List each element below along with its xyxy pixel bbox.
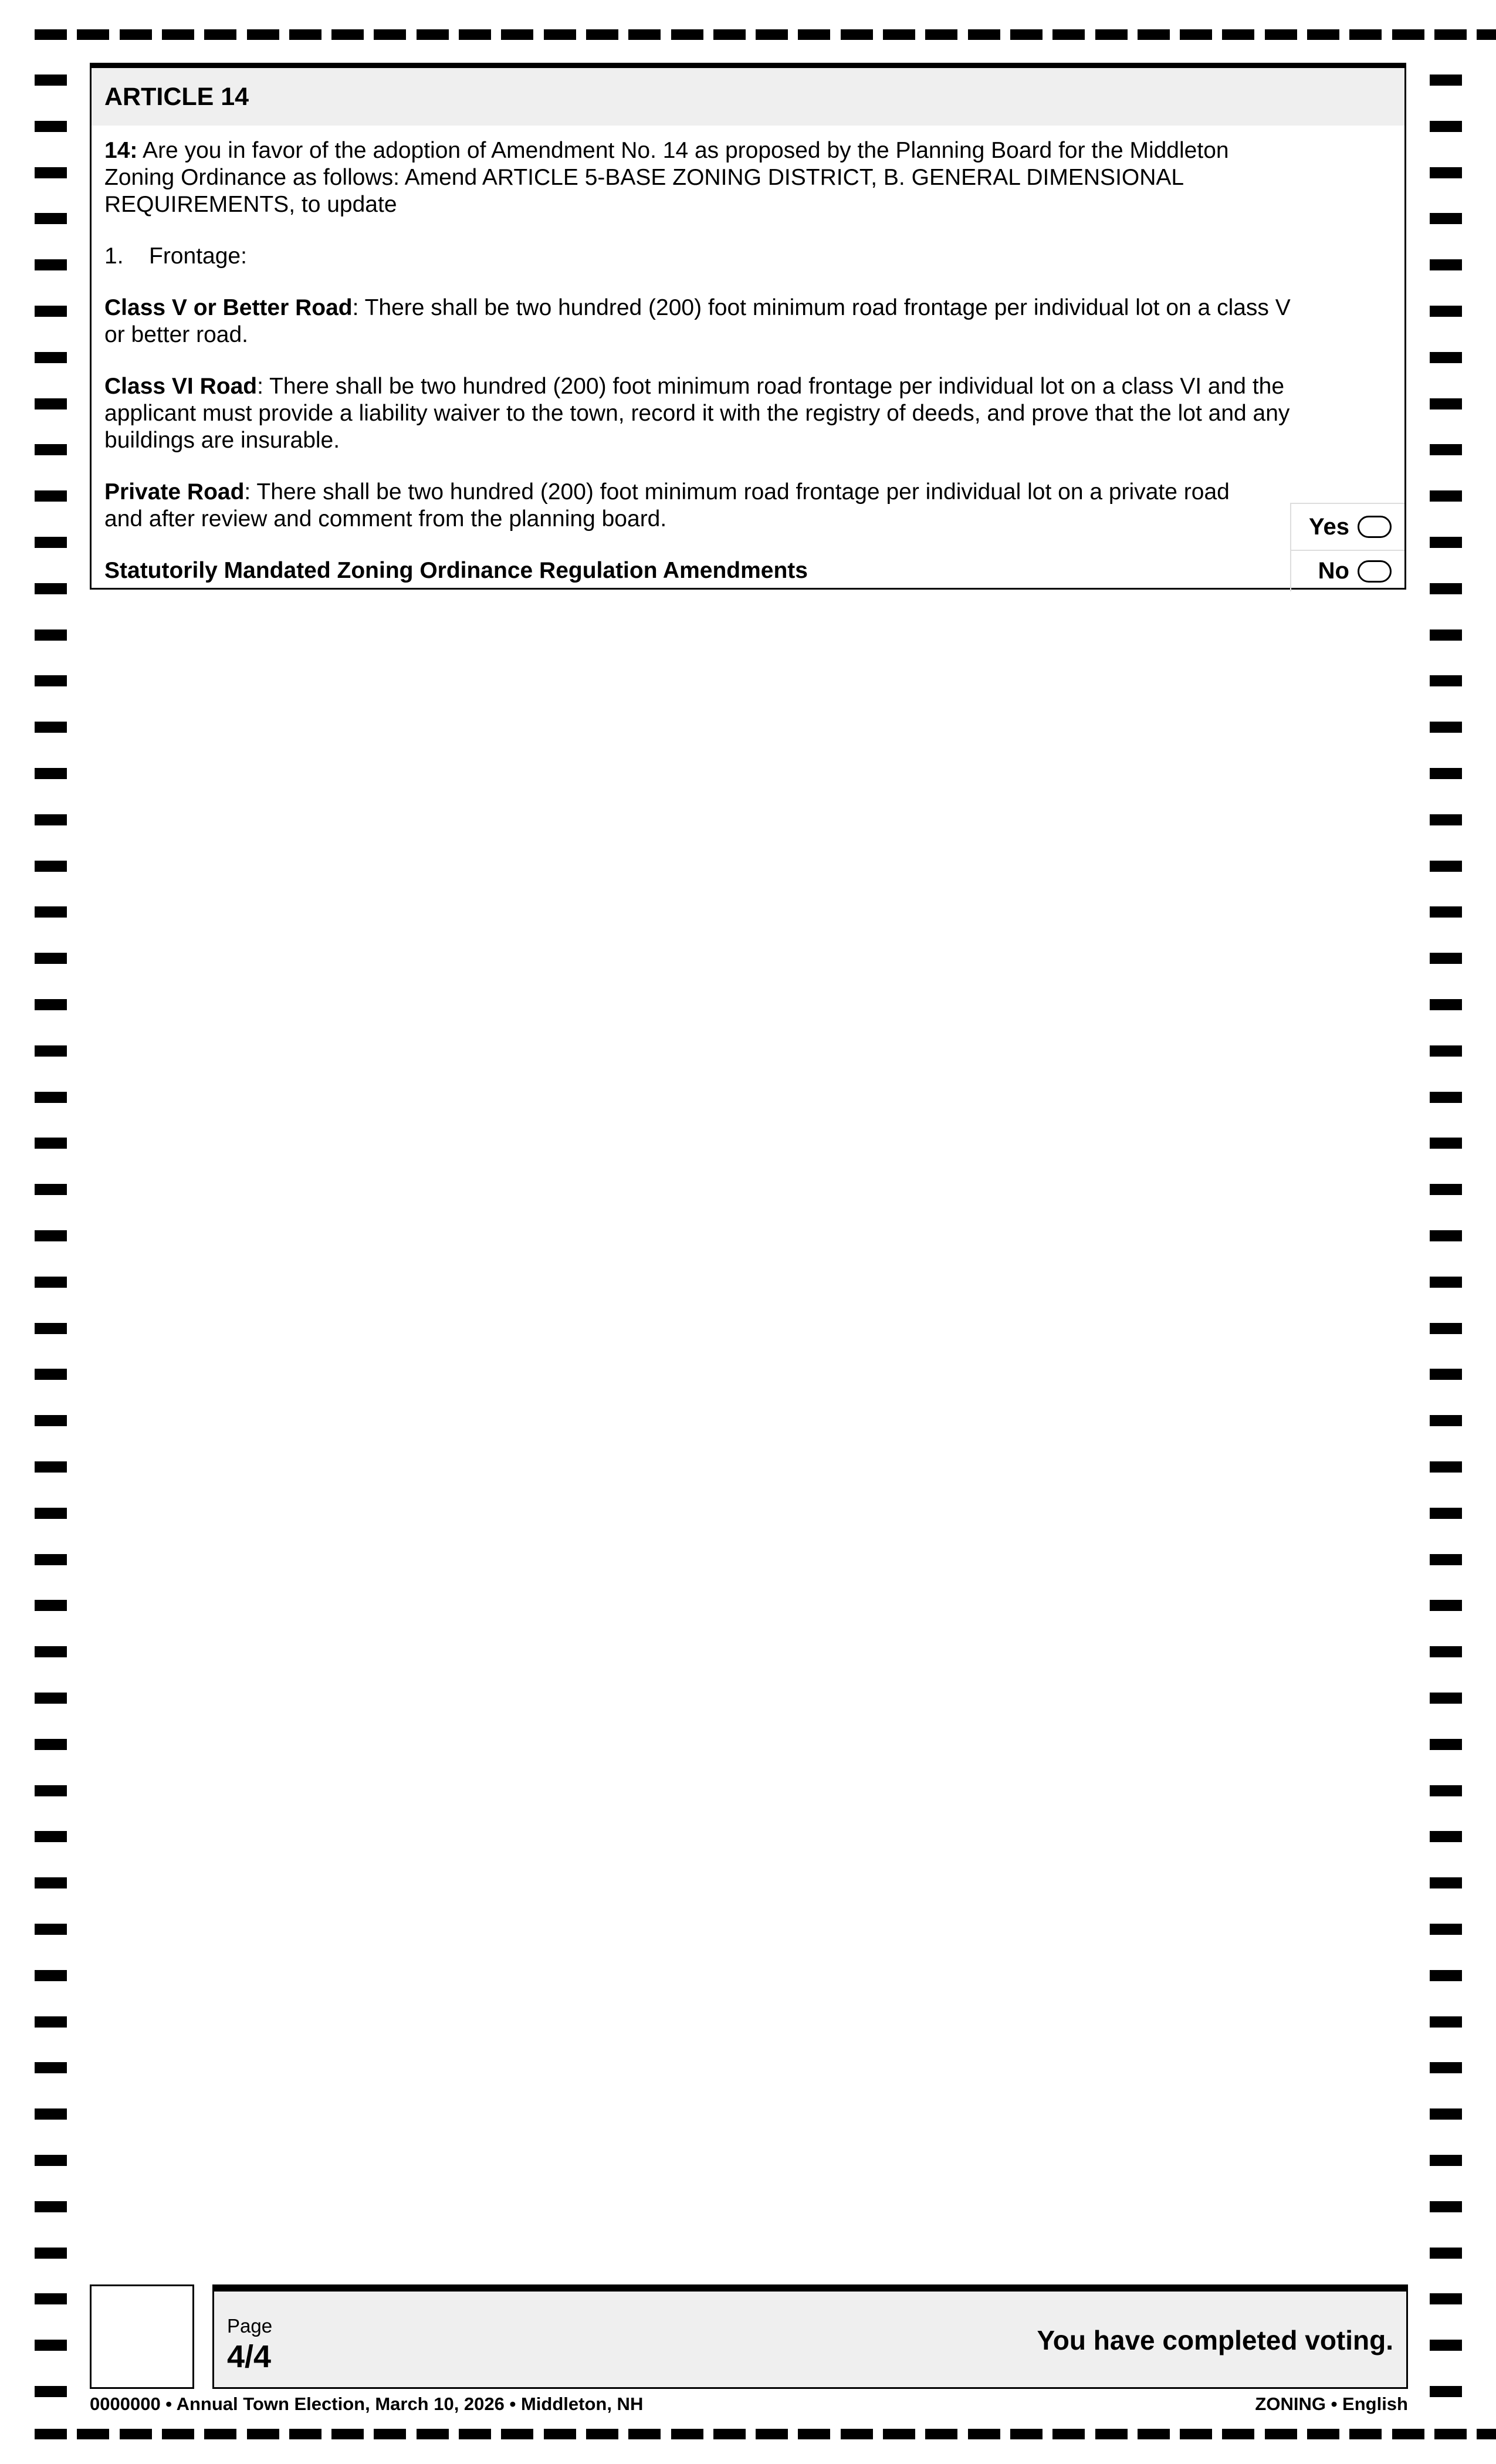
timing-mark [1430,1600,1462,1611]
timing-mark [1430,213,1462,224]
timing-mark [1222,29,1254,40]
timing-mark [1430,2062,1462,2073]
timing-mark [501,29,533,40]
timing-mark [247,2429,279,2439]
timing-mark [35,121,67,132]
timing-mark [1430,999,1462,1010]
timing-mark [1430,1970,1462,1981]
timing-mark [204,29,236,40]
timing-mark [289,29,321,40]
timing-mark [35,2293,67,2304]
timing-mark [1434,2429,1467,2439]
timing-mark [1430,490,1462,502]
timing-mark [1430,1693,1462,1704]
timing-mark [1430,75,1462,86]
timing-mark [162,29,194,40]
timing-mark [120,2429,152,2439]
timing-mark [1349,29,1382,40]
timing-mark [35,1415,67,1426]
timing-mark [1430,398,1462,409]
timing-mark [1430,1138,1462,1149]
list-item: Frontage: [149,243,247,269]
timing-mark [1430,814,1462,825]
timing-mark [35,814,67,825]
timing-mark [35,2062,67,2073]
timing-mark [35,722,67,733]
timing-mark [35,2016,67,2028]
timing-mark [35,2429,67,2439]
timing-mark [1430,2293,1462,2304]
timing-mark [1095,2429,1128,2439]
timing-mark [35,906,67,918]
timing-mark [1430,259,1462,270]
timing-mark [35,213,67,224]
timing-mark [1180,29,1212,40]
timing-mark [1430,444,1462,455]
timing-mark [35,1970,67,1981]
timing-mark [35,2201,67,2212]
bubble-oval-icon[interactable] [1358,516,1392,538]
timing-mark [247,29,279,40]
timing-mark [713,2429,746,2439]
timing-mark [35,2340,67,2351]
timing-mark [35,2108,67,2120]
timing-mark [35,490,67,502]
contest-article-14 [90,63,1406,590]
timing-mark [35,352,67,363]
section-label: Private Road [104,479,245,505]
timing-mark [204,2429,236,2439]
timing-mark [35,1924,67,1935]
timing-mark [1138,2429,1170,2439]
timing-mark [1430,1045,1462,1057]
timing-mark [1430,2201,1462,2212]
timing-mark [1349,2429,1382,2439]
timing-mark [1477,2429,1496,2439]
timing-mark [35,1092,67,1103]
timing-mark [35,1277,67,1288]
timing-mark [35,2155,67,2166]
timing-mark [1430,2386,1462,2397]
timing-mark [459,2429,491,2439]
option-yes[interactable] [1290,503,1404,550]
timing-mark [289,2429,321,2439]
timing-mark [1430,583,1462,594]
footer-note: Statutorily Mandated Zoning Ordinance Regulation Amendments [104,558,808,583]
timing-mark [1010,29,1043,40]
timing-mark [35,1138,67,1149]
timing-mark [1052,2429,1085,2439]
timing-mark [417,2429,449,2439]
timing-mark [1430,1554,1462,1565]
bubble-oval-icon[interactable] [1358,560,1392,583]
timing-mark [1434,29,1467,40]
timing-mark [35,999,67,1010]
timing-mark [1430,1230,1462,1241]
timing-mark [35,29,67,40]
timing-mark [1095,29,1128,40]
timing-mark [841,29,873,40]
timing-mark [35,1461,67,1473]
timing-mark [798,29,830,40]
page-label: Page [227,2315,273,2337]
timing-mark [1430,1461,1462,1473]
timing-mark [1430,2340,1462,2351]
list-number: 1. [104,243,124,269]
timing-mark [35,306,67,317]
timing-mark [756,29,788,40]
timing-mark [35,1323,67,1334]
timing-mark [35,444,67,455]
timing-mark [628,2429,661,2439]
timing-mark [1430,1184,1462,1195]
timing-mark [162,2429,194,2439]
timing-mark [586,2429,618,2439]
timing-mark [925,2429,957,2439]
timing-mark [35,1369,67,1380]
timing-mark [35,953,67,964]
timing-mark [501,2429,533,2439]
timing-mark [1477,29,1496,40]
timing-mark [1392,2429,1424,2439]
timing-mark [374,29,406,40]
timing-mark [35,1693,67,1704]
timing-mark [35,629,67,641]
section-text: : There shall be two hundred (200) foot minimum road frontage per individual lot on a private road and after review and comment from the planning board. [104,479,1230,532]
timing-mark [756,2429,788,2439]
timing-mark [35,1508,67,1519]
timing-mark [35,1646,67,1657]
timing-mark [35,537,67,548]
timing-mark [1430,2108,1462,2120]
option-no[interactable] [1290,550,1404,591]
section-text: : There shall be two hundred (200) foot minimum road frontage per individual lot on a class VI and the applicant must provide a liability waiver to the town, record it with the registry of deeds, and prove that the lot and any buildings are insurable. [104,374,1290,453]
ballot-info: 0000000 • Annual Town Election, March 10, 2026 • Middleton, NH [90,2394,644,2414]
timing-mark [35,861,67,872]
timing-mark [374,2429,406,2439]
timing-mark [1430,1646,1462,1657]
page-footer-panel [212,2284,1408,2389]
section-label: Class V or Better Road [104,295,353,320]
timing-mark [35,1877,67,1888]
timing-mark [841,2429,873,2439]
timing-mark [1222,2429,1254,2439]
timing-mark [1430,537,1462,548]
timing-mark [35,1785,67,1796]
question-text: Are you in favor of the adoption of Amendment No. 14 as proposed by the Planning Board for the Middleton Zoning Ordinance as follows: Amend ARTICLE 5-BASE ZONING DISTRICT, B. GENERAL DIMENSIONAL REQUIREMENTS, to update [104,138,1229,217]
timing-mark [628,29,661,40]
option-label: Yes [1309,513,1349,540]
timing-mark [671,2429,703,2439]
timing-mark [35,167,67,178]
article-title: ARTICLE 14 [92,68,1404,126]
timing-mark [35,768,67,779]
timing-mark [1430,1323,1462,1334]
timing-mark [1430,1877,1462,1888]
timing-mark [1430,1415,1462,1426]
timing-mark [1180,2429,1212,2439]
timing-mark [1430,1369,1462,1380]
timing-mark [544,29,576,40]
timing-mark [459,29,491,40]
timing-mark [1430,2016,1462,2028]
timing-mark [1430,167,1462,178]
timing-mark [35,1045,67,1057]
timing-mark [544,2429,576,2439]
timing-mark [1430,1785,1462,1796]
timing-mark [925,29,957,40]
timing-mark [586,29,618,40]
timing-mark [77,2429,109,2439]
timing-mark [1430,1092,1462,1103]
question-label: 14: [104,138,138,163]
timing-mark [968,29,1000,40]
timing-mark [331,29,364,40]
timing-mark [1052,29,1085,40]
timing-mark [1265,2429,1297,2439]
timing-mark [1430,675,1462,686]
section-label: Class VI Road [104,374,258,399]
page-number: 4/4 [227,2339,272,2374]
timing-mark [1138,29,1170,40]
timing-mark [417,29,449,40]
timing-mark [35,2386,67,2397]
timing-mark [671,29,703,40]
timing-mark [1307,29,1339,40]
timing-mark [1430,2248,1462,2259]
timing-mark [35,1554,67,1565]
timing-mark [1392,29,1424,40]
timing-mark [968,2429,1000,2439]
timing-mark [1430,1508,1462,1519]
timing-mark [120,29,152,40]
timing-mark [35,1600,67,1611]
timing-mark [1430,352,1462,363]
timing-mark [1010,2429,1043,2439]
option-label: No [1318,558,1349,584]
timing-mark [1430,1277,1462,1288]
timing-mark [35,1831,67,1842]
timing-mark [713,29,746,40]
timing-mark [1430,768,1462,779]
timing-mark [1430,861,1462,872]
timing-mark [1307,2429,1339,2439]
timing-mark [883,29,915,40]
timing-mark [1430,722,1462,733]
timing-mark [1265,29,1297,40]
timing-mark [1430,953,1462,964]
timing-mark [1430,121,1462,132]
timing-mark [331,2429,364,2439]
qr-code-area [90,2284,194,2389]
timing-mark [35,398,67,409]
timing-mark [35,2248,67,2259]
timing-mark [1430,2155,1462,2166]
timing-mark [35,675,67,686]
timing-mark [1430,629,1462,641]
timing-mark [35,1230,67,1241]
timing-mark [1430,1924,1462,1935]
section-text: : There shall be two hundred (200) foot minimum road frontage per individual lot on a class V or better road. [104,295,1291,347]
ballot-style-language: ZONING • English [1255,2394,1408,2414]
timing-mark [35,1184,67,1195]
timing-mark [35,583,67,594]
timing-mark [35,1739,67,1750]
timing-mark [77,29,109,40]
timing-mark [35,75,67,86]
timing-mark [1430,1831,1462,1842]
timing-mark [883,2429,915,2439]
article-description [104,137,1301,609]
completion-message: You have completed voting. [1037,2325,1393,2355]
timing-mark [1430,306,1462,317]
timing-mark [35,259,67,270]
timing-mark [1430,906,1462,918]
timing-mark [1430,1739,1462,1750]
timing-mark [798,2429,830,2439]
